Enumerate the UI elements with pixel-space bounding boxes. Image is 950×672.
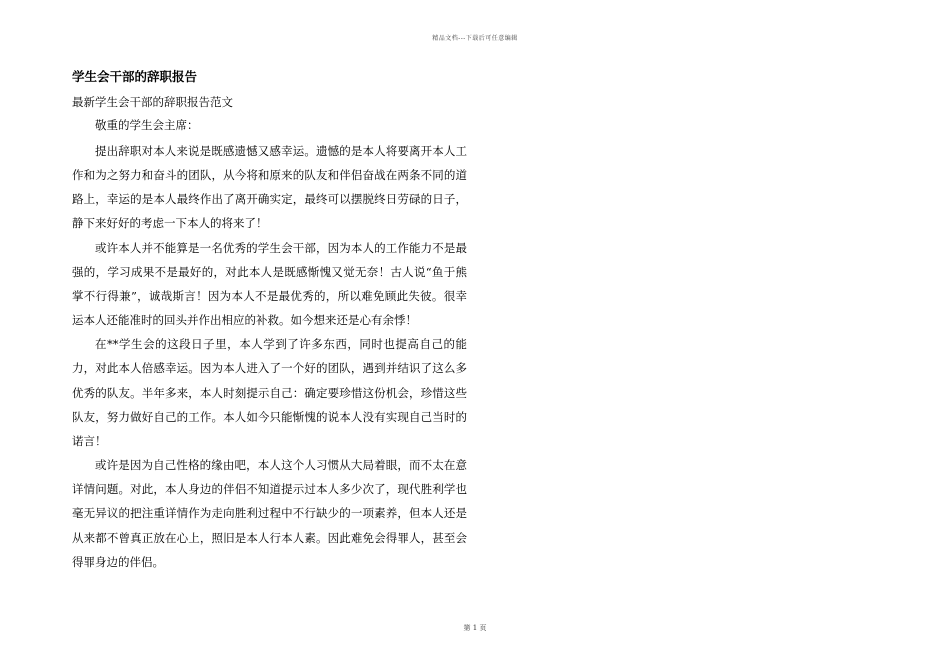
document-subtitle: 最新学生会干部的辞职报告范文 xyxy=(72,95,233,109)
paragraph-2: 或许本人并不能算是一名优秀的学生会干部，因为本人的工作能力不是最强的，学习成果不是最好的，对此本人是既感惭愧又觉无奈！古人说“鱼于熊掌不行得兼”，诚哉斯言！因为本人不是最优秀的，所以难免顾此失彼。很幸运本人还能准时的回头并作出相应的补救。如今想来还是心有余悸！ xyxy=(72,240,467,328)
paragraph-3: 在**学生会的这段日子里，本人学到了许多东西，同时也提高自己的能力，对此本人倍感幸运。因为本人进入了一个好的团队，遇到并结识了这么多优秀的队友。半年多来，本人时刻提示自己：确定要珍惜这份机会，珍惜这些队友，努力做好自己的工作。本人如今只能惭愧的说本人没有实现自己当时的诺言！ xyxy=(72,337,467,448)
document-body xyxy=(72,139,467,574)
document-title: 学生会干部的辞职报告 xyxy=(72,69,198,84)
paragraph-4: 或许是因为自己性格的缘由吧，本人这个人习惯从大局着眼，而不太在意详情问题。对此，本人身边的伴侣不知道提示过本人多少次了，现代胜利学也毫无异议的把注重详情作为走向胜利过程中不行缺少的一项素养，但本人还是从来都不曾真正放在心上，照旧是本人行本人素。因此难免会得罪人，甚至会得罪身边的伴侣。 xyxy=(72,458,467,569)
salutation: 敬重的学生会主席： xyxy=(95,118,199,132)
paragraph-1: 提出辞职对本人来说是既感遗憾又感幸运。遗憾的是本人将要离开本人工作和为之努力和奋斗的团队，从今将和原来的队友和伴侣奋战在两条不同的道路上，幸运的是本人最终作出了离开确实定，最终可以摆脱终日劳碌的日子，静下来好好的考虑一下本人的将来了！ xyxy=(72,144,467,231)
page-number: 第 1 页 xyxy=(463,624,487,632)
header-note: 精品文档---下载后可任意编辑 xyxy=(432,35,518,42)
